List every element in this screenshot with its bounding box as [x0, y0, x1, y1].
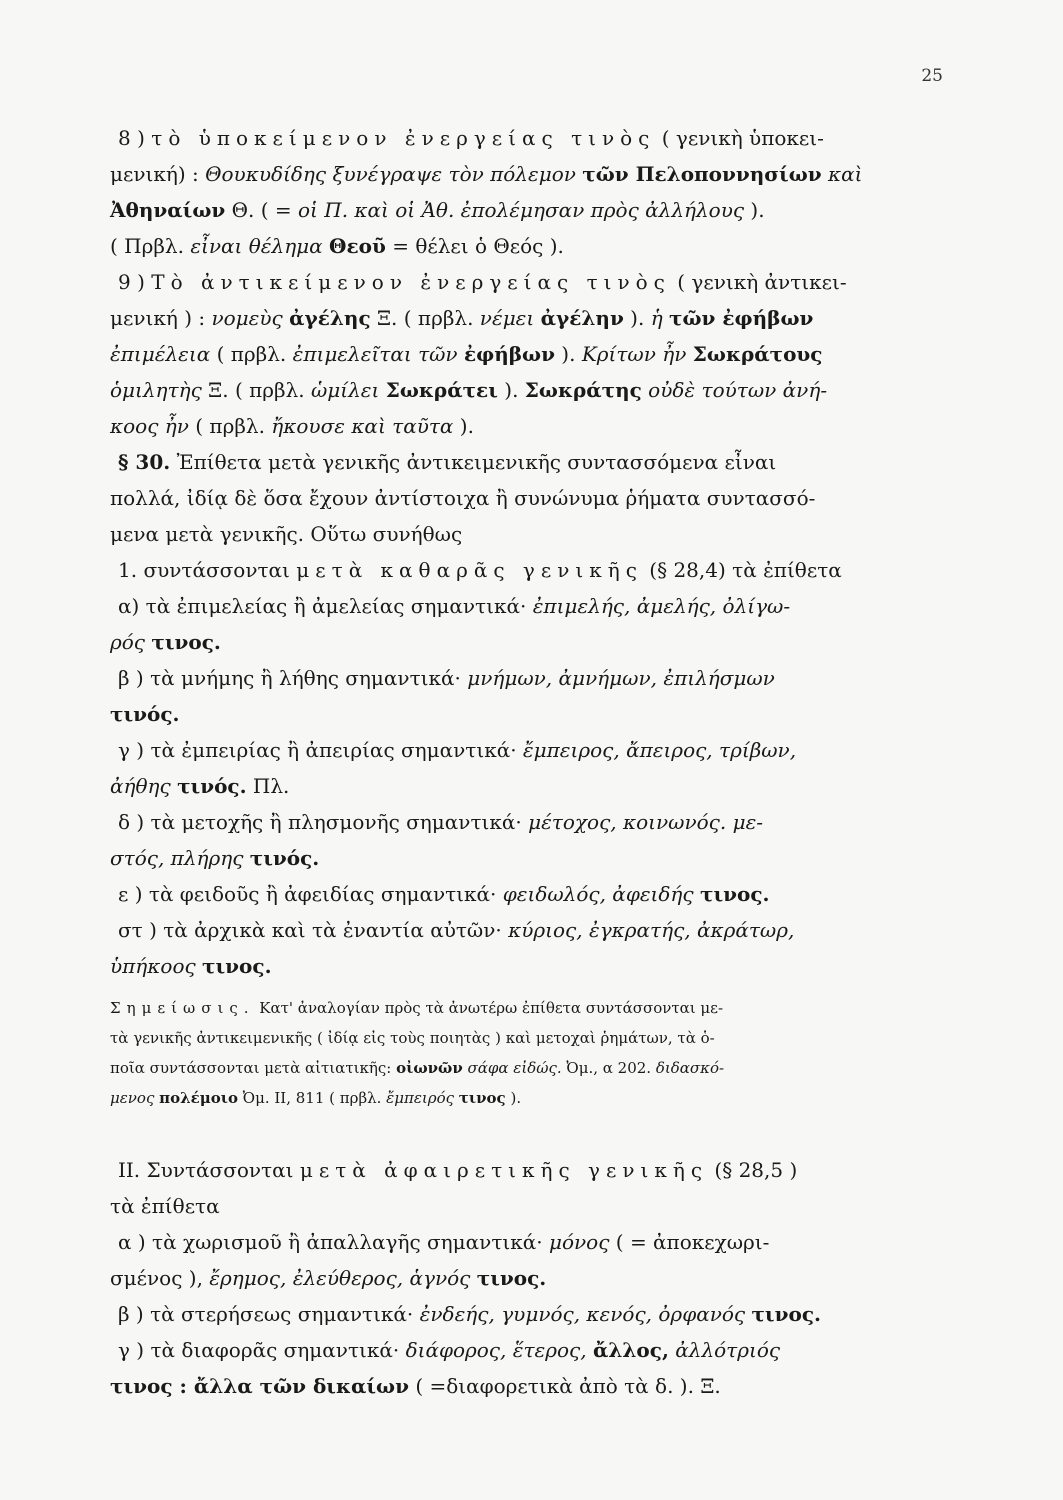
text-line [110, 700, 900, 728]
text-segment: στός, πλήρης [110, 846, 244, 870]
text-line [118, 1156, 908, 1184]
text-line [110, 376, 900, 404]
text-line [110, 412, 900, 440]
text-segment: = θέλει ὁ Θεός ). [385, 234, 564, 258]
text-segment: ). [453, 414, 474, 438]
text-segment: τινος. [699, 882, 770, 906]
text-segment: ἡ [650, 306, 670, 330]
text-segment: πολλά, ἰδίᾳ δὲ ὅσα ἔχουν ἀντίστοιχα ἢ συνώνυμα ῥήματα συντασσό- [110, 486, 816, 510]
text-line [110, 196, 900, 224]
text-segment: Θεοῦ [329, 234, 386, 258]
text-segment: Ἐπίθετα μετὰ γενικῆς ἀντικειμενικῆς συντασσόμενα εἶναι [170, 450, 777, 474]
text-line [118, 808, 908, 836]
text-line [110, 520, 900, 548]
text-segment: ρός [110, 630, 145, 654]
text-segment: Σωκράτει [385, 378, 498, 402]
text-segment: ἄλλος, [592, 1338, 669, 1362]
text-segment: α ) τὰ χωρισμοῦ ἢ ἀπαλλαγῆς σημαντικά· [118, 1230, 549, 1254]
text-segment: ἀλλότριός [675, 1338, 781, 1362]
text-line [118, 1228, 908, 1256]
text-segment: τινός. [249, 846, 320, 870]
text-line [118, 448, 908, 476]
text-segment: ( Πρβλ. [110, 234, 191, 258]
text-line [118, 1336, 908, 1364]
text-segment: τινος. [151, 630, 221, 654]
text-segment: 9 ) [118, 270, 152, 294]
text-segment: Σημείωσις. [110, 999, 255, 1017]
page-number: 25 [921, 66, 943, 86]
text-line [110, 952, 900, 980]
text-segment: ποῖα συντάσσονται μετὰ αἰτιατικῆς: [110, 1059, 397, 1077]
text-segment: τῶν Πελοποννησίων [582, 162, 822, 186]
text-segment: Ὀμ., α 202. [561, 1059, 656, 1077]
text-segment: ΙΙ. Συντάσσονται [118, 1158, 300, 1182]
text-segment: τῶν ἐφήβων [669, 306, 814, 330]
text-segment: Θουκυδίδης ξυνέγραψε τὸν πόλεμον [205, 162, 583, 186]
text-segment: ἤκουσε καὶ ταῦτα [271, 414, 454, 438]
text-segment: οὐδὲ τούτων ἀνή- [641, 378, 828, 402]
text-segment: τινος : ἄλλα τῶν δικαίων [110, 1374, 409, 1398]
text-segment: ( γενικὴ ὑποκει- [655, 126, 824, 150]
text-segment: Ἀθηναίων [110, 198, 226, 222]
text-segment: κύριος, ἐγκρατής, ἀκράτωρ, [508, 918, 795, 942]
text-segment: οἱ Π. καὶ οἱ Ἀθ. ἐπολέμησαν πρὸς ἀλλήλους [298, 198, 745, 222]
text-segment: μενα μετὰ γενικῆς. Οὕτω συνήθως [110, 522, 463, 546]
text-segment: τὰ ἐπίθετα [110, 1194, 220, 1218]
text-segment: μενική) : [110, 162, 206, 186]
text-line [110, 160, 900, 188]
text-line [118, 736, 908, 764]
text-segment: σάφα εἰδώς. [467, 1059, 562, 1077]
text-segment: β ) τὰ στερήσεως σημαντικά· [118, 1302, 420, 1326]
text-segment: ἔμπειρός [386, 1089, 455, 1107]
text-segment: Θ. ( = [225, 198, 299, 222]
text-line [118, 1300, 908, 1328]
text-segment: Σωκράτους [692, 342, 823, 366]
text-segment: μετὰ ἀφαιρετικῆς γενικῆς [299, 1158, 709, 1182]
text-segment: μετὰ καθαρᾶς γενικῆς [296, 558, 643, 582]
text-segment: ). [554, 342, 582, 366]
text-segment: ἐπιμέλεια [110, 342, 211, 366]
text-segment: τινός. [110, 702, 180, 726]
text-segment: πολέμοιο [159, 1089, 239, 1107]
text-segment: ὑπήκοος [110, 954, 196, 978]
text-segment: νέμει [479, 306, 541, 330]
text-segment: Ξ. ( πρβλ. [370, 306, 480, 330]
text-segment: Κατ' ἀναλογίαν πρὸς τὰ ἀνωτέρω ἐπίθετα συντάσσονται με- [254, 999, 724, 1017]
text-segment: ( γενικὴ ἀντικει- [670, 270, 847, 294]
text-line [110, 304, 900, 332]
text-line [118, 124, 908, 152]
text-segment: § 30. [118, 450, 171, 474]
text-line [118, 880, 908, 908]
text-line [110, 484, 900, 512]
text-segment: ἐπιμελής, ἀμελής, ὀλίγω- [532, 594, 791, 618]
text-line [110, 1372, 900, 1400]
text-segment: ). [623, 306, 651, 330]
text-segment: φειδωλός, ἀφειδής [502, 882, 694, 906]
text-segment: ( πρβλ. [188, 414, 272, 438]
text-line [110, 844, 900, 872]
text-segment: ἔμπειρος, ἄπειρος, τρίβων, [522, 738, 797, 762]
text-segment: καὶ [821, 162, 863, 186]
text-segment: τινος. [202, 954, 272, 978]
note-line [110, 1024, 900, 1052]
text-segment: ἐφήβων [463, 342, 555, 366]
text-line [118, 916, 908, 944]
text-segment: ). [744, 198, 765, 222]
text-segment: ἀήθης [110, 774, 171, 798]
text-segment: κοος ἦν [110, 414, 189, 438]
text-segment: μενική ) : [110, 306, 212, 330]
text-segment: Κρίτων ἦν [581, 342, 693, 366]
text-segment: Ὀμ. ΙΙ, 811 ( πρβλ. [238, 1089, 387, 1107]
text-segment: τινος [458, 1089, 506, 1107]
text-segment: οἰωνῶν [396, 1059, 463, 1077]
text-segment: ὡμίλει [310, 378, 386, 402]
text-segment: γ ) τὰ ἐμπειρίας ἢ ἀπειρίας σημαντικά· [118, 738, 523, 762]
text-segment: ). [497, 378, 525, 402]
text-segment: διδασκό- [655, 1059, 725, 1077]
text-line [118, 268, 908, 296]
text-segment: ( πρβλ. [210, 342, 293, 366]
text-segment: α) τὰ ἐπιμελείας ἢ ἀμελείας σημαντικά· [118, 594, 533, 618]
text-segment: ἔρημος, ἐλεύθερος, ἁγνός [209, 1266, 471, 1290]
text-segment: ὁμιλητὴς [110, 378, 202, 402]
text-segment: Σωκράτης [524, 378, 642, 402]
text-segment: (§ 28,5 ) [708, 1158, 798, 1182]
text-segment: ἐπιμελεῖται τῶν [292, 342, 464, 366]
text-segment: β ) τὰ μνήμης ἢ λήθης σημαντικά· [118, 666, 468, 690]
text-segment: ἀγέλην [540, 306, 624, 330]
text-segment: μενος [110, 1089, 155, 1107]
text-segment: εἶναι θέλημα [190, 234, 330, 258]
text-segment: Ξ. ( πρβλ. [201, 378, 311, 402]
text-line [110, 1192, 900, 1220]
text-segment: στ ) τὰ ἀρχικὰ καὶ τὰ ἐναντία αὐτῶν· [118, 918, 509, 942]
text-segment: σμένος ), [110, 1266, 210, 1290]
text-line [110, 232, 900, 260]
text-line [118, 556, 908, 584]
text-line [118, 664, 908, 692]
text-line [110, 628, 900, 656]
text-segment: 1. συντάσσονται [118, 558, 297, 582]
text-segment: δ ) τὰ μετοχῆς ἢ πλησμονῆς σημαντικά· [118, 810, 529, 834]
note-line [110, 1084, 900, 1112]
text-segment: τὸ ὑποκείμενον ἐνεργείας τινὸς [151, 126, 656, 150]
text-segment: τινός. [177, 774, 247, 798]
text-segment: τινος. [476, 1266, 547, 1290]
text-segment: ( = ἀποκεχωρι- [609, 1230, 770, 1254]
text-segment: τινος. [751, 1302, 821, 1326]
text-segment: μέτοχος, κοινωνός. με- [528, 810, 764, 834]
text-segment: τὰ γενικῆς ἀντικειμενικῆς ( ἰδίᾳ εἰς τοὺς ποιητὰς ) καὶ μετοχαὶ ῥημάτων, τὰ ὁ- [110, 1029, 715, 1047]
text-segment: γ ) τὰ διαφορᾶς σημαντικά· [118, 1338, 406, 1362]
text-segment: ἐνδεής, γυμνός, κενός, ὀρφανός [419, 1302, 746, 1326]
text-segment: μόνος [548, 1230, 610, 1254]
text-segment: ( =διαφορετικὰ ἀπὸ τὰ δ. ). Ξ. [408, 1374, 721, 1398]
text-segment: νομεὺς [211, 306, 290, 330]
text-segment: ἀγέλης [289, 306, 371, 330]
note-line [110, 994, 900, 1022]
text-segment: 8 ) [118, 126, 152, 150]
text-line [110, 1264, 900, 1292]
text-segment: μνήμων, ἀμνήμων, ἐπιλήσμων [467, 666, 775, 690]
text-segment: (§ 28,4) τὰ ἐπίθετα [642, 558, 842, 582]
text-segment: Πλ. [246, 774, 290, 798]
text-line [110, 772, 900, 800]
note-line [110, 1054, 900, 1082]
text-segment: ). [505, 1089, 522, 1107]
text-segment: διάφορος, ἕτερος, [405, 1338, 593, 1362]
text-line [118, 592, 908, 620]
text-line [110, 340, 900, 368]
text-segment: ε ) τὰ φειδοῦς ἢ ἀφειδίας σημαντικά· [118, 882, 503, 906]
text-segment: Τὸ ἀντικείμενον ἐνεργείας τινὸς [151, 270, 671, 294]
